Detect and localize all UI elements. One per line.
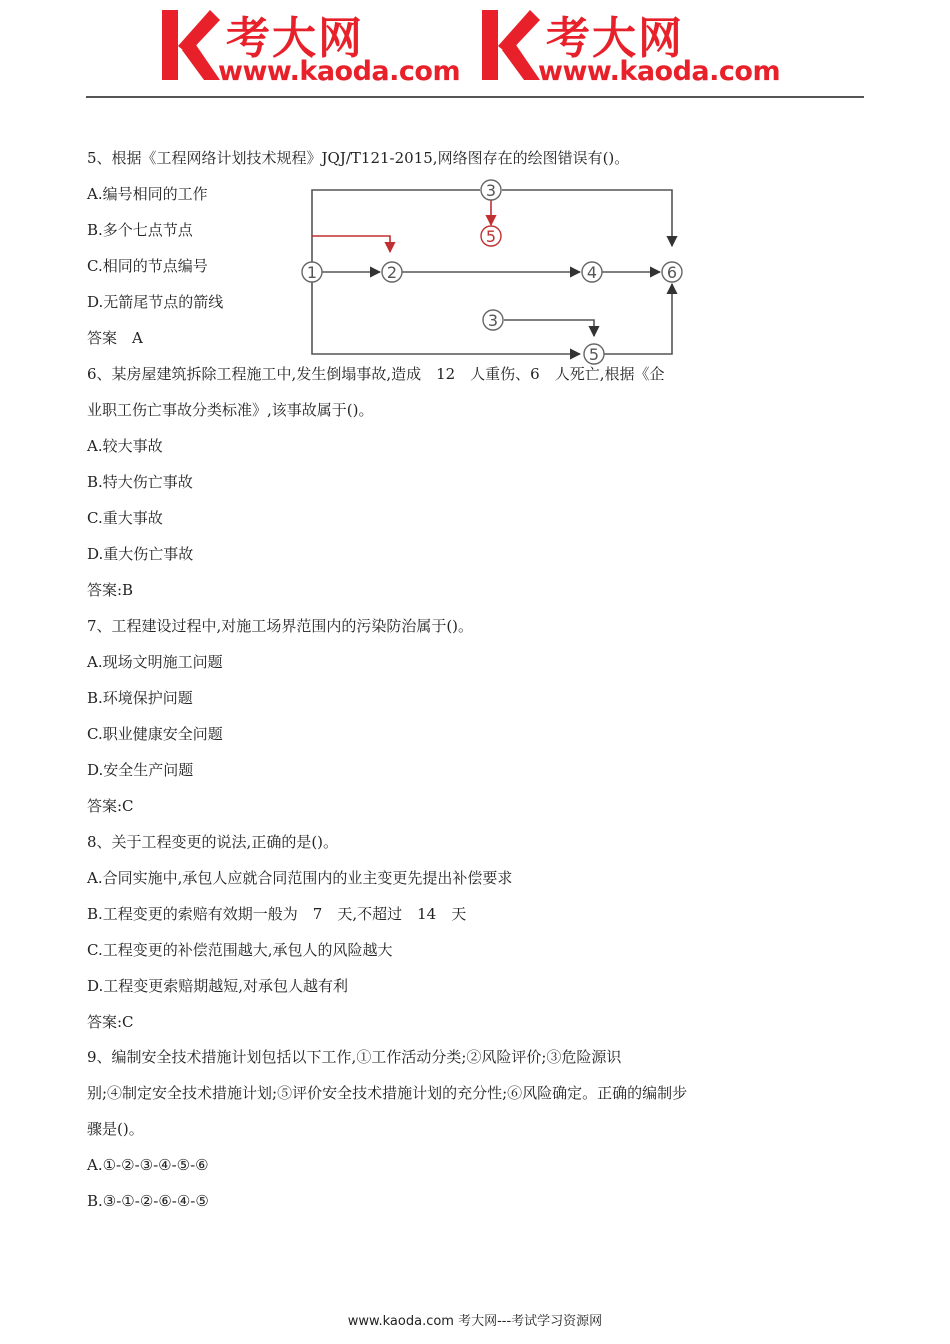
q8-option-c: C.工程变更的补偿范围越大,承包人的风险越大	[87, 941, 393, 959]
q7-option-d: D.安全生产问题	[87, 761, 194, 779]
network-diagram	[296, 170, 706, 370]
svg-text:5: 5	[588, 345, 600, 364]
q6-option-d: D.重大伤亡事故	[87, 545, 194, 563]
q8-answer: 答案:C	[87, 1013, 134, 1031]
k-logo-icon	[160, 6, 222, 84]
q8-option-a: A.合同实施中,承包人应就合同范围内的业主变更先提出补偿要求	[87, 869, 513, 887]
node-5-bottom	[584, 344, 604, 364]
q8-option-d: D.工程变更索赔期越短,对承包人越有利	[87, 977, 349, 995]
question-6-stem-cont: 业职工伤亡事故分类标准》,该事故属于()。	[87, 401, 374, 419]
q7-answer: 答案:C	[87, 797, 134, 815]
q6-option-b: B.特大伤亡事故	[87, 473, 193, 491]
q9-option-b: B.③-①-②-⑥-④-⑤	[87, 1192, 209, 1210]
question-8-stem: 8、关于工程变更的说法,正确的是()。	[87, 833, 339, 851]
node-3-top	[481, 180, 501, 200]
q5-option-a: A.编号相同的工作	[87, 185, 208, 203]
svg-text:4: 4	[586, 263, 598, 282]
page-footer: www.kaoda.com 考大网---考试学习资源网	[347, 1314, 603, 1329]
node-2	[382, 262, 402, 282]
question-9-stem-cont: 别;④制定安全技术措施计划;⑤评价安全技术措施计划的充分性;⑥风险确定。正确的编制步	[87, 1084, 688, 1102]
q5-answer: 答案 A	[87, 329, 143, 347]
svg-text:3: 3	[487, 311, 499, 330]
q5-option-b: B.多个七点节点	[87, 221, 193, 239]
q6-option-a: A.较大事故	[87, 437, 163, 455]
question-7-stem: 7、工程建设过程中,对施工场界范围内的污染防治属于()。	[87, 617, 474, 635]
brand-url: www.kaoda.com	[218, 56, 461, 87]
question-6-stem: 6、某房屋建筑拆除工程施工中,发生倒塌事故,造成 12 人重伤、6 人死亡,根据《企	[87, 365, 665, 383]
svg-text:6: 6	[666, 263, 678, 282]
q5-option-d: D.无箭尾节点的箭线	[87, 293, 224, 311]
q9-option-a: A.①-②-③-④-⑤-⑥	[87, 1156, 209, 1174]
q7-option-c: C.职业健康安全问题	[87, 725, 223, 743]
q6-answer: 答案:B	[87, 581, 134, 599]
q8-option-b: B.工程变更的索赔有效期一般为 7 天,不超过 14 天	[87, 905, 467, 923]
node-1	[302, 262, 322, 282]
k-logo-icon	[480, 6, 542, 84]
q6-option-c: C.重大事故	[87, 509, 163, 527]
brand-url: www.kaoda.com	[538, 56, 781, 87]
node-4	[582, 262, 602, 282]
node-5-top	[481, 226, 501, 246]
brand-name: 考大网	[226, 13, 364, 64]
brand-name: 考大网	[546, 13, 684, 64]
svg-text:1: 1	[306, 263, 318, 282]
question-9-stem: 9、编制安全技术措施计划包括以下工作,①工作活动分类;②风险评价;③危险源识	[87, 1048, 622, 1066]
svg-text:2: 2	[386, 263, 398, 282]
svg-text:5: 5	[485, 227, 497, 246]
svg-text:3: 3	[485, 181, 497, 200]
header-divider	[86, 96, 864, 98]
question-5-stem: 5、根据《工程网络计划技术规程》JQJ/T121-2015,网络图存在的绘图错误有()。	[87, 149, 630, 167]
q5-option-c: C.相同的节点编号	[87, 257, 208, 275]
question-9-stem-end: 骤是()。	[87, 1120, 144, 1138]
node-6	[662, 262, 682, 282]
q7-option-a: A.现场文明施工问题	[87, 653, 223, 671]
q7-option-b: B.环境保护问题	[87, 689, 193, 707]
node-3-bottom	[483, 310, 503, 330]
page-header	[0, 0, 950, 100]
